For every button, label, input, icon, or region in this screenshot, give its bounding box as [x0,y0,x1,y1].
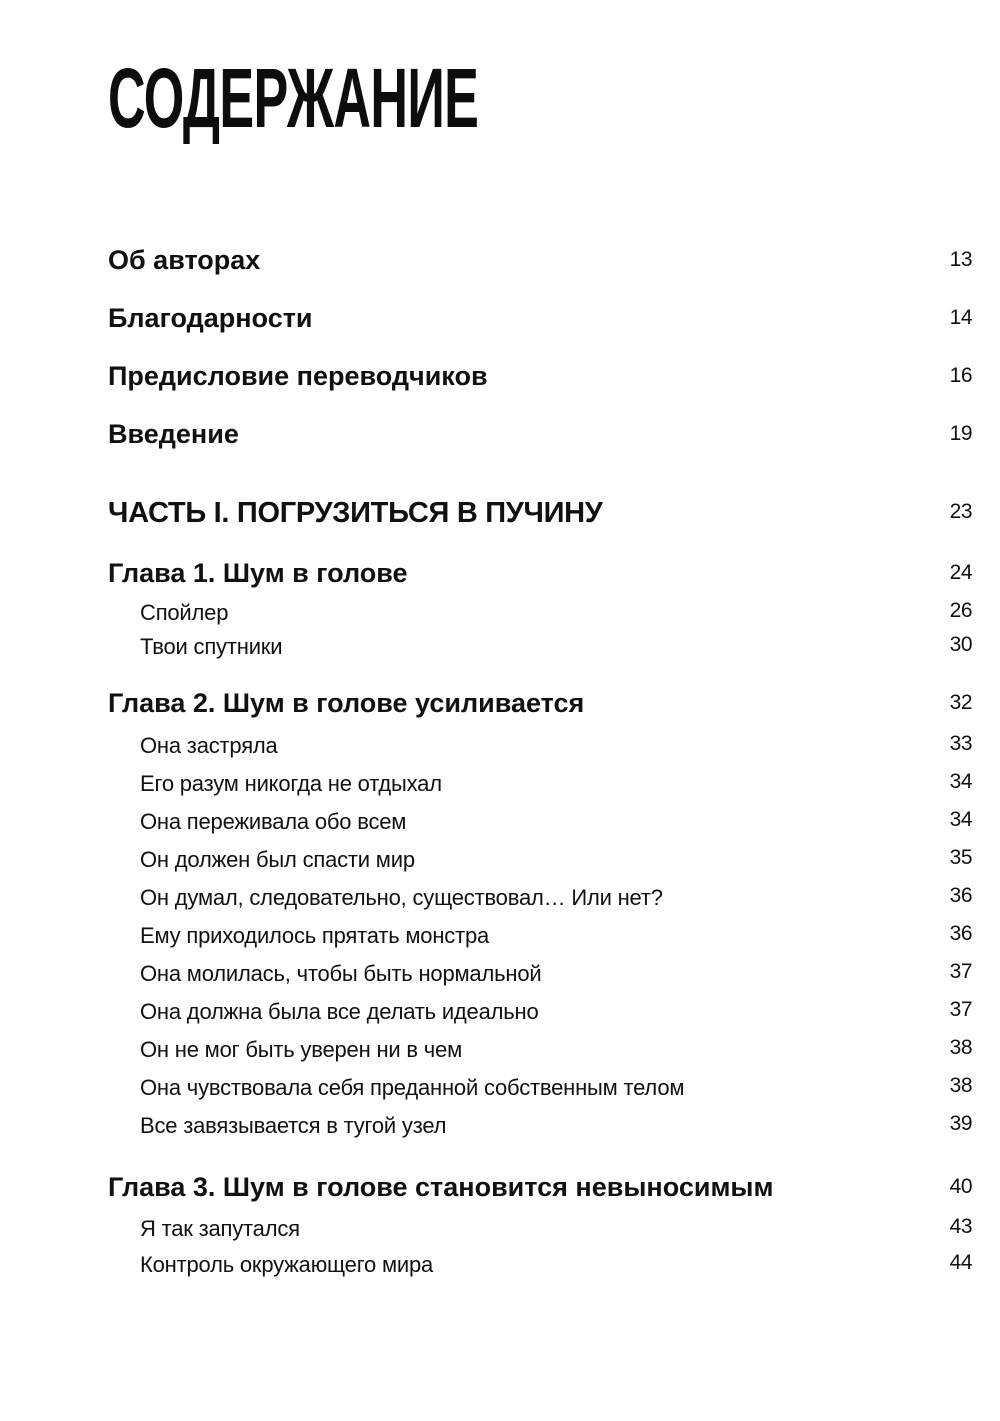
toc-section[interactable] [0,633,1000,673]
toc-section-label: Все завязывается в тугой узел [140,1113,447,1138]
toc-page-number: 26 [949,599,972,622]
toc-page-number: 39 [949,1112,972,1135]
toc-part-1[interactable] [0,496,1000,536]
toc-page-number: 37 [949,960,972,983]
toc-section[interactable] [0,998,1000,1038]
toc-section[interactable] [0,960,1000,1000]
toc-page-number: 43 [949,1215,972,1238]
toc-page-number: 19 [949,422,972,445]
toc-entry-introduction[interactable] [0,418,1000,458]
toc-page-number: 23 [949,500,972,523]
toc-section-label: Она переживала обо всем [140,809,407,834]
toc-page-number: 24 [949,561,972,584]
toc-page-number: 40 [949,1175,972,1198]
toc-page-number: 16 [949,364,972,387]
toc-chapter-label: Глава 1. Шум в голове [108,558,408,588]
toc-chapter-3[interactable] [0,1171,1000,1211]
toc-page-number: 44 [949,1251,972,1274]
toc-section[interactable] [0,846,1000,886]
toc-chapter-label: Глава 2. Шум в голове усиливается [108,688,585,718]
toc-page-number: 30 [949,633,972,656]
toc-page-number: 36 [949,884,972,907]
toc-page-number: 34 [949,770,972,793]
toc-section-label: Твои спутники [140,634,283,659]
toc-page-number: 38 [949,1036,972,1059]
toc-section[interactable] [0,1215,1000,1255]
toc-page-number: 38 [949,1074,972,1097]
toc-page-number: 13 [949,248,972,271]
toc-section[interactable] [0,770,1000,810]
toc-section[interactable] [0,884,1000,924]
toc-section-label: Она молилась, чтобы быть нормальной [140,961,542,986]
toc-section[interactable] [0,1112,1000,1152]
toc-section-label: Он не мог быть уверен ни в чем [140,1037,463,1062]
toc-section-label: Она застряла [140,733,278,758]
toc-section-label: Я так запутался [140,1216,300,1241]
toc-part-label: ЧАСТЬ I. ПОГРУЗИТЬСЯ В ПУЧИНУ [108,497,603,529]
toc-chapter-1[interactable] [0,557,1000,597]
page-title: СОДЕРЖАНИЕ [108,51,479,145]
toc-entry-about-authors[interactable] [0,244,1000,284]
toc-entry-label: Введение [108,419,239,449]
toc-section-label: Он думал, следовательно, существовал… Или нет? [140,885,663,910]
toc-section[interactable] [0,808,1000,848]
toc-entry-label: Об авторах [108,245,261,275]
toc-section[interactable] [0,1036,1000,1076]
toc-section-label: Контроль окружающего мира [140,1252,434,1277]
toc-section[interactable] [0,1251,1000,1291]
toc-entry-label: Благодарности [108,303,313,333]
toc-page-number: 33 [949,732,972,755]
toc-entry-translators-preface[interactable] [0,360,1000,400]
toc-page-number: 14 [949,306,972,329]
toc-page-number: 34 [949,808,972,831]
toc-section-label: Его разум никогда не отдыхал [140,771,442,796]
toc-section-label: Он должен был спасти мир [140,847,415,872]
toc-entry-label: Предисловие переводчиков [108,361,488,391]
toc-page-number: 37 [949,998,972,1021]
toc-section[interactable] [0,1074,1000,1114]
toc-entry-acknowledgements[interactable] [0,302,1000,342]
toc-section[interactable] [0,732,1000,772]
toc-section-label: Она должна была все делать идеально [140,999,539,1024]
toc-section[interactable] [0,922,1000,962]
toc-section-label: Спойлер [140,600,229,625]
toc-section-label: Она чувствовала себя преданной собственным телом [140,1075,685,1100]
toc-chapter-2[interactable] [0,687,1000,727]
toc-chapter-label: Глава 3. Шум в голове становится невыносимым [108,1172,774,1202]
toc-section-label: Ему приходилось прятать монстра [140,923,490,948]
toc-page-number: 35 [949,846,972,869]
toc-page-number: 36 [949,922,972,945]
toc-page-number: 32 [949,691,972,714]
